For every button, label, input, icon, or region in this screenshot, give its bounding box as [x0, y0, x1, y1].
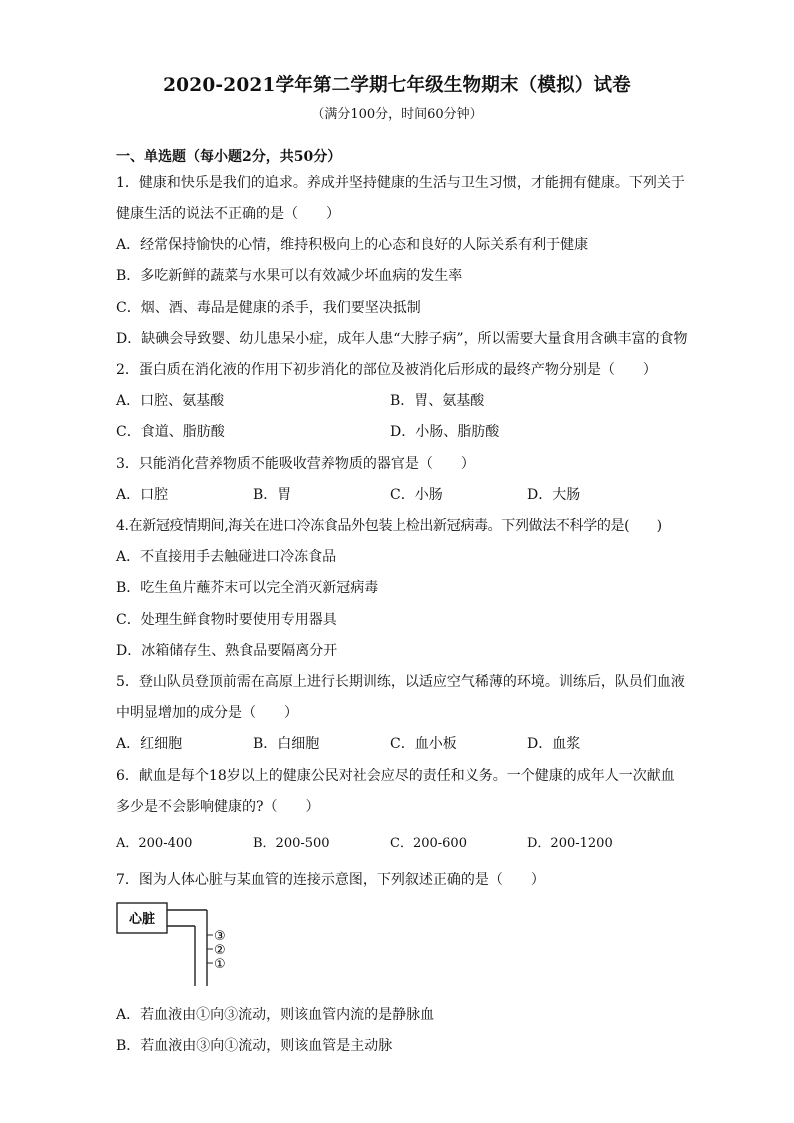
q3-option-d: D．大肠 [527, 487, 581, 503]
q5-stem-line1: 5．登山队员登顶前需在高原上进行长期训练，以适应空气稀薄的环境。训练后，队员们血液 [116, 674, 685, 690]
heart-label: 心脏 [128, 912, 156, 927]
q6-option-d: D．200-1200 [527, 836, 613, 851]
q6-stem-line2: 多少是不会影响健康的?（ ） [116, 799, 320, 815]
marker-1: ① [214, 957, 226, 972]
q6-option-a: A．200-400 [116, 836, 193, 851]
q1-stem-line2: 健康生活的说法不正确的是（ ） [116, 206, 340, 222]
q4-option-b: B．吃生鱼片蘸芥末可以完全消灭新冠病毒 [116, 580, 379, 596]
q4-stem: 4.在新冠疫情期间,海关在进口冷冻食品外包装上检出新冠病毒。下列做法不科学的是( ) [116, 518, 662, 534]
q5-stem-line2: 中明显增加的成分是（ ） [116, 705, 298, 721]
q2-stem: 2．蛋白质在消化液的作用下初步消化的部位及被消化后形成的最终产物分别是（ ） [116, 362, 657, 378]
q5-option-a: A．红细胞 [116, 736, 183, 752]
q7-option-a: A．若血液由①向③流动，则该血管内流的是静脉血 [116, 1007, 435, 1023]
q7-option-b: B．若血液由③向①流动，则该血管是主动脉 [116, 1038, 393, 1054]
q1-option-a: A．经常保持愉快的心情，维持积极向上的心态和良好的人际关系有利于健康 [116, 237, 589, 253]
q2-option-a: A．口腔、氨基酸 [116, 393, 225, 409]
q3-stem: 3．只能消化营养物质不能吸收营养物质的器官是（ ） [116, 456, 475, 472]
q2-option-d: D．小肠、脂肪酸 [390, 424, 500, 440]
q5-option-c: C．血小板 [390, 736, 457, 752]
q1-stem-line1: 1．健康和快乐是我们的追求。养成并坚持健康的生活与卫生习惯，才能拥有健康。下列关于 [116, 175, 685, 191]
q4-option-a: A．不直接用手去触碰进口冷冻食品 [116, 549, 337, 565]
q3-option-c: C．小肠 [390, 487, 443, 503]
q3-option-a: A．口腔 [116, 487, 169, 503]
page-title: 2020-2021学年第二学期七年级生物期末（模拟）试卷 [163, 75, 631, 96]
section-heading: 一、单选题（每小题2分，共50分） [116, 149, 342, 165]
q5-option-b: B．白细胞 [253, 736, 320, 752]
q1-option-c: C．烟、酒、毒品是健康的杀手，我们要坚决抵制 [116, 300, 421, 316]
q1-option-b: B．多吃新鲜的蔬菜与水果可以有效减少坏血病的发生率 [116, 268, 463, 284]
q6-option-c: C．200-600 [390, 836, 467, 851]
q5-option-d: D．血浆 [527, 736, 581, 752]
q6-stem-line1: 6．献血是每个18岁以上的健康公民对社会应尽的责任和义务。一个健康的成年人一次献血 [116, 768, 675, 784]
q4-option-d: D．冰箱储存生、熟食品要隔离分开 [116, 643, 338, 659]
q6-option-b: B．200-500 [253, 836, 330, 851]
heart-vessel-diagram [116, 900, 256, 990]
q2-option-b: B．胃、氨基酸 [390, 393, 485, 409]
marker-3: ③ [214, 929, 226, 944]
exam-subtitle: （满分100分，时间60分钟） [311, 107, 483, 122]
q1-option-d: D．缺碘会导致婴、幼儿患呆小症，成年人患“大脖子病”，所以需要大量食用含碘丰富的食物 [116, 331, 688, 347]
q3-option-b: B．胃 [253, 487, 292, 503]
q7-stem: 7．图为人体心脏与某血管的连接示意图，下列叙述正确的是（ ） [116, 872, 545, 888]
q4-option-c: C．处理生鲜食物时要使用专用器具 [116, 612, 337, 628]
q2-option-c: C．食道、脂肪酸 [116, 424, 225, 440]
marker-2: ② [214, 943, 226, 958]
